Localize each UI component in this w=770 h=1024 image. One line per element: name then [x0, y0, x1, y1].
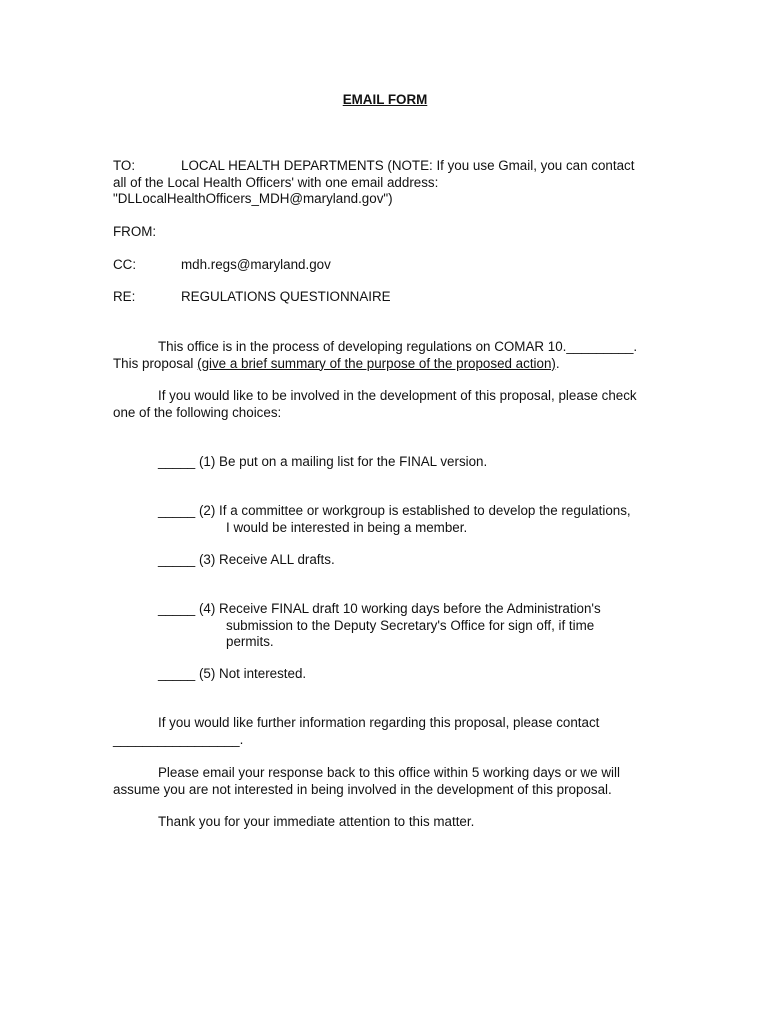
- intro-line2-prefix: This proposal: [113, 355, 198, 371]
- to-value-line2: all of the Local Health Officers' with one email address:: [113, 174, 439, 190]
- response-line1: Please email your response back to this office within 5 working days or we will: [158, 765, 620, 780]
- choice-4: [158, 601, 668, 651]
- re-label: RE:: [113, 289, 136, 304]
- contact-paragraph: [113, 715, 673, 748]
- from-label: FROM:: [113, 224, 157, 239]
- to-value-line1: LOCAL HEALTH DEPARTMENTS (NOTE: If you use Gmail, you can contact: [181, 158, 635, 173]
- instructions-line2: one of the following choices:: [113, 404, 282, 420]
- choice-5-line1: _____ (5) Not interested.: [158, 666, 307, 681]
- choice-4-line1: _____ (4) Receive FINAL draft 10 working days before the Administration's: [158, 601, 601, 616]
- choice-2: [158, 503, 668, 536]
- intro-line1: This office is in the process of developing regulations on COMAR 10._________.: [158, 339, 638, 354]
- choice-1: [158, 454, 668, 471]
- choice-5: [158, 666, 668, 683]
- from-field: [113, 224, 673, 241]
- response-paragraph: [113, 765, 673, 798]
- choice-4-line2: submission to the Deputy Secretary's Office for sign off, if time: [226, 617, 595, 633]
- contact-line1: If you would like further information regarding this proposal, please contact: [158, 715, 600, 730]
- re-value: REGULATIONS QUESTIONNAIRE: [181, 289, 391, 304]
- instructions-paragraph: [113, 388, 673, 421]
- intro-paragraph: [113, 339, 673, 372]
- choice-4-line3: permits.: [226, 634, 274, 649]
- choice-1-line1: _____ (1) Be put on a mailing list for the FINAL version.: [158, 454, 488, 469]
- intro-line2-suffix: .: [555, 355, 560, 371]
- contact-line2: _________________.: [113, 731, 244, 747]
- cc-value: mdh.regs@maryland.gov: [181, 257, 331, 272]
- to-label: TO:: [113, 158, 136, 173]
- choice-2-line2: I would be interested in being a member.: [226, 519, 468, 535]
- instructions-line1: If you would like to be involved in the development of this proposal, please check: [158, 388, 637, 403]
- to-value-line3: "DLLocalHealthOfficers_MDH@maryland.gov"): [113, 191, 393, 206]
- choice-2-line1: _____ (2) If a committee or workgroup is established to develop the regulations,: [158, 503, 631, 518]
- document-title: EMAIL FORM: [342, 92, 428, 107]
- choice-3: [158, 552, 668, 569]
- cc-label: CC:: [113, 257, 137, 272]
- response-line2: assume you are not interested in being involved in the development of this proposal.: [113, 781, 612, 797]
- closing-text: Thank you for your immediate attention to this matter.: [158, 814, 475, 829]
- to-field: [113, 158, 673, 208]
- cc-field: [113, 257, 673, 274]
- re-field: [113, 289, 673, 306]
- intro-summary-placeholder: (give a brief summary of the purpose of the proposed action): [197, 355, 556, 371]
- choice-3-line1: _____ (3) Receive ALL drafts.: [158, 552, 335, 567]
- closing-paragraph: [113, 814, 673, 831]
